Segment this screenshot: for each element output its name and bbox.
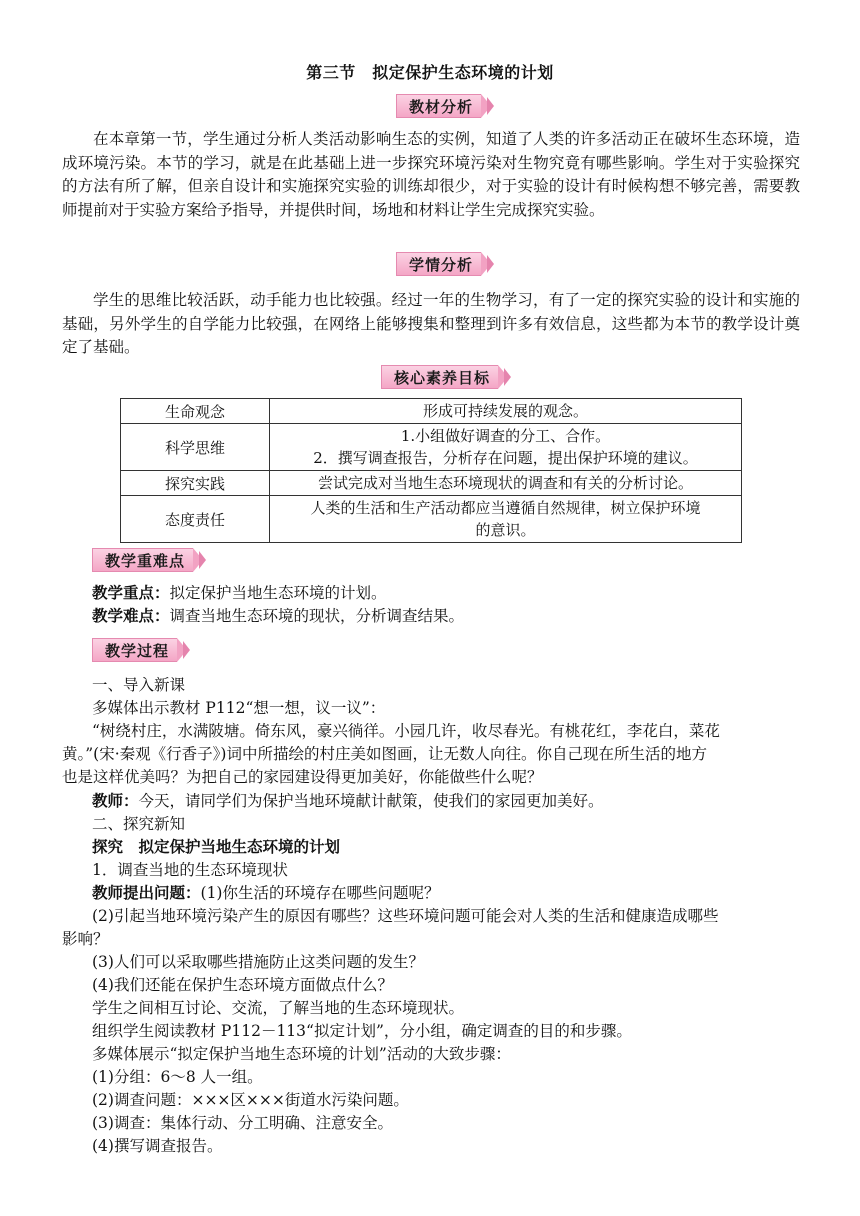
goal-key: 生命观念 [121, 399, 270, 424]
process-line: 组织学生阅读教材 P112－113“拟定计划”，分小组，确定调查的目的和步骤。 [92, 1022, 632, 1040]
chevron-right-icon [504, 368, 511, 386]
tag-label: 学情分析 [396, 252, 481, 276]
section-tag-key-points [92, 548, 206, 572]
question-line: (3)人们可以采取哪些措施防止这类问题的发生？ [92, 953, 424, 971]
process-heading-intro: 一、导入新课 [92, 676, 186, 694]
table-row [121, 471, 742, 496]
table-row [121, 399, 742, 424]
tag-label: 教学过程 [92, 638, 177, 662]
goal-value: 形成可持续发展的观念。 [270, 399, 742, 424]
process-line: 学生之间相互讨论、交流，了解当地的生态环境现状。 [92, 999, 465, 1017]
process-line: 多媒体展示“拟定保护当地生态环境的计划”活动的大致步骤： [92, 1045, 511, 1063]
activity-step: (2)调查问题：×××区×××街道水污染问题。 [92, 1091, 409, 1109]
section-tag-material [396, 94, 494, 118]
goal-key: 科学思维 [121, 424, 270, 471]
goal-value: 1.小组做好调查的分工、合作。 2．撰写调查报告，分析存在问题，提出保护环境的建议。 [270, 424, 742, 471]
question-line: 教师提出问题：(1)你生活的环境存在哪些问题呢？ [92, 884, 440, 902]
chevron-right-icon [487, 97, 494, 115]
table-row [121, 424, 742, 471]
step-heading: 1．调查当地的生态环境现状 [92, 861, 288, 879]
section-title: 第三节 拟定保护生态环境的计划 [306, 63, 554, 82]
teaching-focus: 教学重点：拟定保护当地生态环境的计划。 [92, 584, 387, 602]
teaching-difficulty: 教学难点：调查当地生态环境的现状，分析调查结果。 [92, 607, 465, 625]
explore-title: 探究 拟定保护当地生态环境的计划 [92, 838, 341, 856]
poem-line: 黄。”(宋·秦观《行香子》)词中所描绘的村庄美如图画，让无数人向往。你自己现在所生活的地方 [62, 745, 707, 763]
core-goals-table [120, 398, 742, 543]
learner-analysis-paragraph: 学生的思维比较活跃，动手能力也比较强。经过一年的生物学习，有了一定的探究实验的设计和实施的基础，另外学生的自学能力比较强，在网络上能够搜集和整理到许多有效信息，这些都为本节的教学设计奠定了基础。 [62, 291, 800, 356]
process-line: 多媒体出示教材 P112“想一想，议一议”： [92, 699, 386, 717]
tag-label: 核心素养目标 [381, 365, 498, 389]
question-line: (4)我们还能在保护生态环境方面做点什么？ [92, 976, 393, 994]
poem-line: “树绕村庄，水满陂塘。倚东风，豪兴徜徉。小园几许，收尽春光。有桃花红，李花白，菜花 [92, 722, 720, 740]
tag-label: 教学重难点 [92, 548, 193, 572]
section-tag-process [92, 638, 190, 662]
section-tag-goals [381, 365, 511, 389]
activity-step: (3)调查：集体行动、分工明确、注意安全。 [92, 1114, 393, 1132]
table-row [121, 496, 742, 543]
material-analysis-paragraph: 在本章第一节，学生通过分析人类活动影响生态的实例，知道了人类的许多活动正在破坏生态环境，造成环境污染。本节的学习，就是在此基础上进一步探究环境污染对生物究竟有哪些影响。学生对于实验探究的方法有所了解，但亲自设计和实施探究实验的训练却很少，对于实验的设计有时候构想不够完善，需要教师提前对于实验方案给予指导，并提供时间，场地和材料让学生完成探究实验。 [62, 130, 800, 219]
chevron-right-icon [183, 641, 190, 659]
section-tag-learner [396, 252, 494, 276]
question-line: (2)引起当地环境污染产生的原因有哪些？这些环境问题可能会对人类的生活和健康造成哪些 [92, 907, 719, 925]
tag-label: 教材分析 [396, 94, 481, 118]
goal-key: 态度责任 [121, 496, 270, 543]
goal-value: 尝试完成对当地生态环境现状的调查和有关的分析讨论。 [270, 471, 742, 496]
goal-value: 人类的生活和生产活动都应当遵循自然规律，树立保护环境 的意识。 [270, 496, 742, 543]
question-line: 影响？ [62, 930, 109, 948]
goal-key: 探究实践 [121, 471, 270, 496]
chevron-right-icon [487, 255, 494, 273]
process-heading-explore: 二、探究新知 [92, 815, 186, 833]
poem-line: 也是这样优美吗？为把自己的家园建设得更加美好，你能做些什么呢？ [62, 768, 543, 786]
activity-step: (1)分组：6～8 人一组。 [92, 1068, 263, 1086]
teacher-line: 教师：今天，请同学们为保护当地环境献计献策，使我们的家园更加美好。 [92, 792, 604, 810]
chevron-right-icon [199, 551, 206, 569]
activity-step: (4)撰写调查报告。 [92, 1137, 223, 1155]
